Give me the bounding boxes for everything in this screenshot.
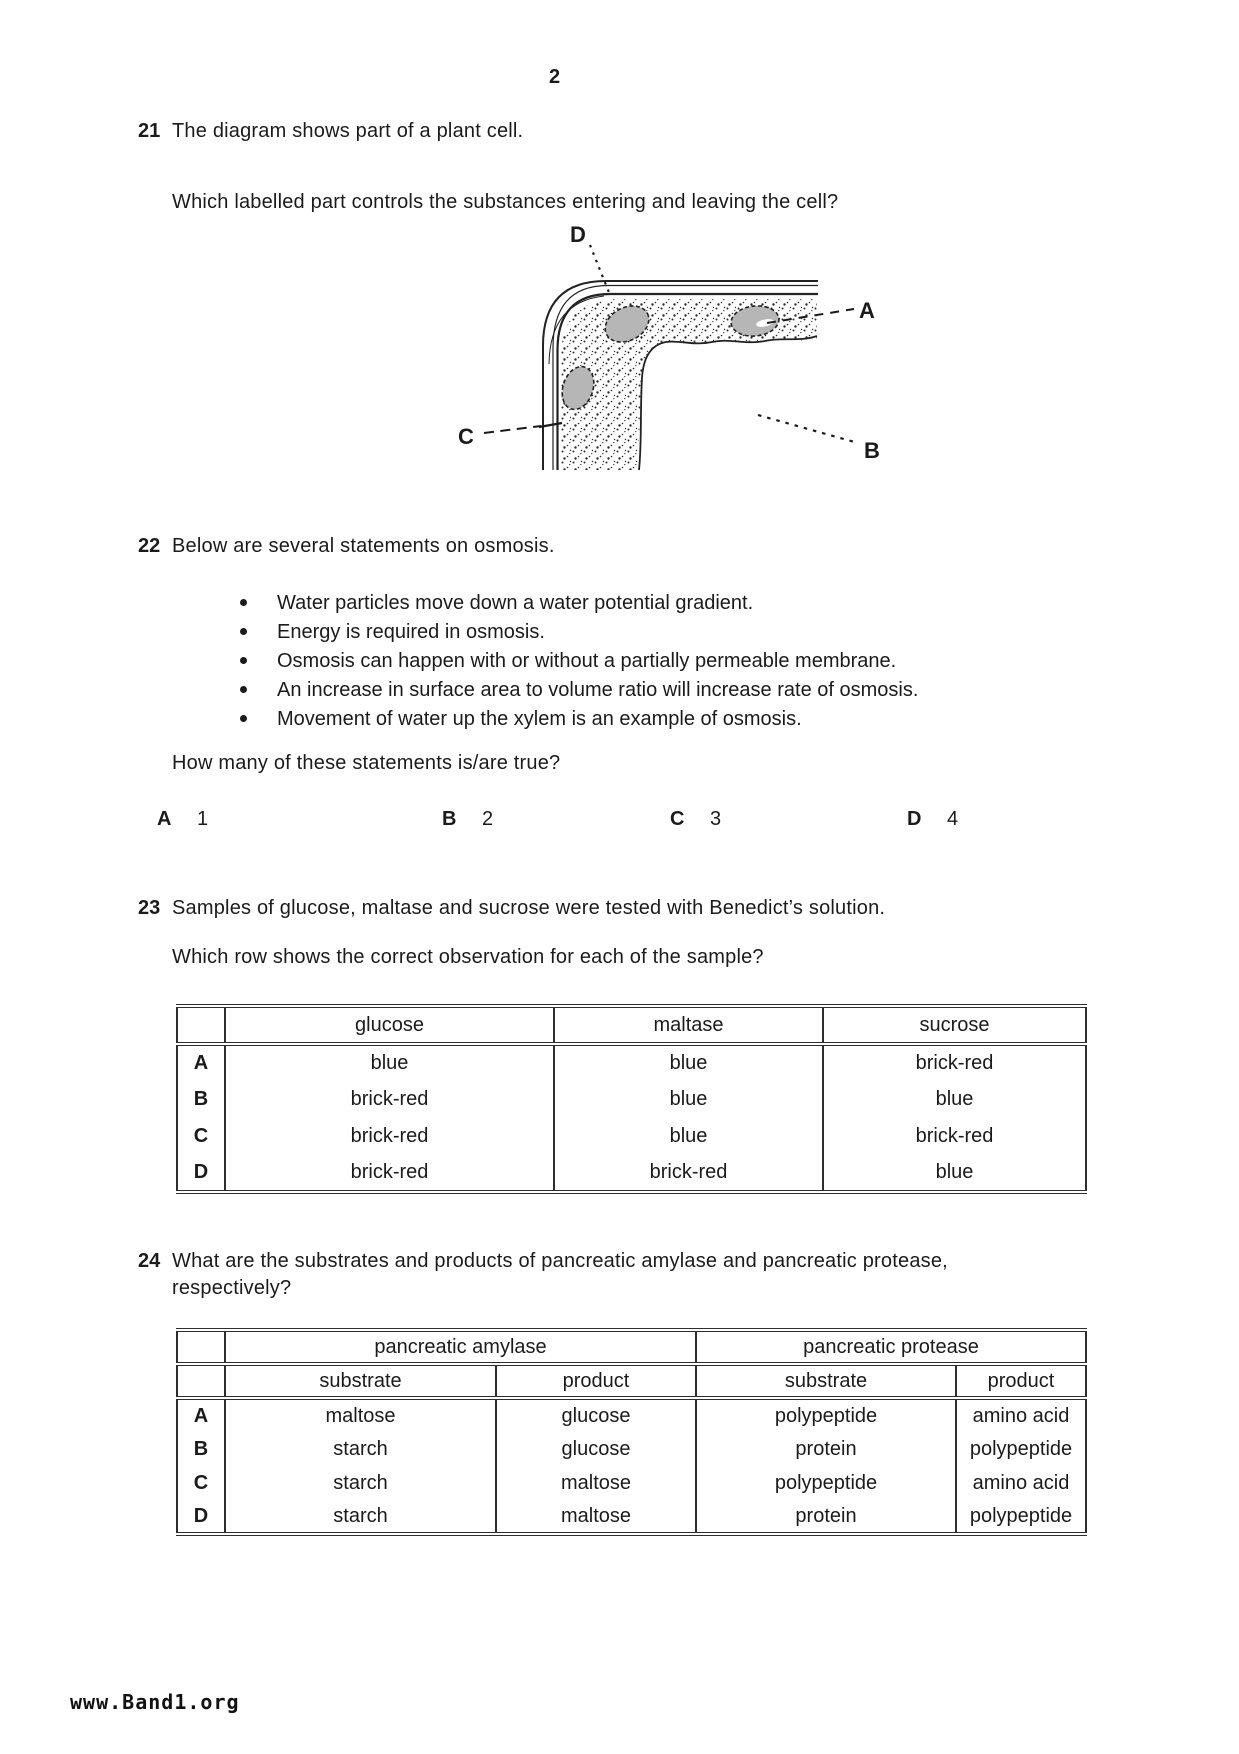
group-header: pancreatic amylase bbox=[225, 1330, 696, 1364]
table-row bbox=[177, 1044, 1086, 1081]
q23-number: 23 bbox=[138, 897, 161, 919]
q23-line1: Samples of glucose, maltase and sucrose were tested with Benedict’s solution. bbox=[172, 897, 886, 919]
table-subheader-row bbox=[177, 1364, 1086, 1398]
table-cell: blue bbox=[554, 1081, 823, 1118]
table-cell: protein bbox=[696, 1432, 956, 1466]
diagram-label-b: B bbox=[864, 438, 880, 463]
table-cell: brick-red bbox=[225, 1118, 554, 1155]
table-cell: amino acid bbox=[956, 1466, 1086, 1500]
row-letter: A bbox=[193, 1404, 209, 1427]
table-header-row bbox=[177, 1006, 1086, 1044]
q24-number: 24 bbox=[138, 1250, 161, 1272]
column-header: substrate bbox=[696, 1364, 956, 1398]
table-cell: glucose bbox=[496, 1398, 696, 1432]
list-item: Water particles move down a water potential gradient. bbox=[240, 589, 918, 618]
table-corner-cell bbox=[177, 1330, 225, 1364]
table-row bbox=[177, 1432, 1086, 1466]
table-row bbox=[177, 1500, 1086, 1534]
list-item: An increase in surface area to volume ratio will increase rate of osmosis. bbox=[240, 676, 918, 705]
q21-line1: The diagram shows part of a plant cell. bbox=[172, 120, 524, 142]
table-row bbox=[177, 1466, 1086, 1500]
benedicts-observation-table bbox=[176, 1004, 1087, 1194]
q22-prompt: How many of these statements is/are true? bbox=[172, 752, 561, 774]
row-letter: B bbox=[193, 1088, 209, 1110]
q22-bullet-list bbox=[240, 589, 918, 734]
table-cell: blue bbox=[225, 1044, 554, 1081]
row-letter: D bbox=[193, 1504, 209, 1527]
table-cell: brick-red bbox=[225, 1155, 554, 1192]
row-letter: A bbox=[193, 1052, 209, 1074]
list-item: Osmosis can happen with or without a partially permeable membrane. bbox=[240, 647, 918, 676]
table-cell: blue bbox=[554, 1118, 823, 1155]
q22-number: 22 bbox=[138, 535, 161, 557]
table-row bbox=[177, 1081, 1086, 1118]
table-cell: maltose bbox=[496, 1466, 696, 1500]
row-letter: C bbox=[193, 1471, 209, 1494]
table-cell: maltose bbox=[225, 1398, 496, 1432]
table-cell: starch bbox=[225, 1466, 496, 1500]
q22-option-c-letter: C bbox=[670, 808, 685, 830]
table-cell: blue bbox=[823, 1081, 1086, 1118]
q22-option-a-letter: A bbox=[157, 808, 172, 830]
table-cell: polypeptide bbox=[696, 1398, 956, 1432]
table-row bbox=[177, 1118, 1086, 1155]
group-header: pancreatic protease bbox=[696, 1330, 1086, 1364]
q24-line2: respectively? bbox=[172, 1277, 292, 1299]
list-item: Energy is required in osmosis. bbox=[240, 618, 918, 647]
table-cell: brick-red bbox=[823, 1044, 1086, 1081]
plant-cell-diagram bbox=[440, 196, 900, 480]
q21-line2: Which labelled part controls the substances entering and leaving the cell? bbox=[172, 191, 839, 213]
q21-number: 21 bbox=[138, 120, 161, 142]
enzyme-substrate-product-table bbox=[176, 1328, 1087, 1536]
page-number: 2 bbox=[549, 66, 561, 88]
leader-line-c bbox=[484, 426, 541, 433]
table-cell: maltose bbox=[496, 1500, 696, 1534]
cytoplasm-stipple bbox=[561, 299, 817, 470]
table-cell: brick-red bbox=[823, 1118, 1086, 1155]
table-cell: starch bbox=[225, 1500, 496, 1534]
leader-line-d bbox=[590, 245, 610, 295]
q22-intro: Below are several statements on osmosis. bbox=[172, 535, 555, 557]
q22-option-c-value: 3 bbox=[710, 808, 722, 830]
table-cell: brick-red bbox=[225, 1081, 554, 1118]
diagram-label-a: A bbox=[859, 298, 875, 323]
q23-line2: Which row shows the correct observation for each of the sample? bbox=[172, 946, 764, 968]
table-cell: amino acid bbox=[956, 1398, 1086, 1432]
column-header: product bbox=[496, 1364, 696, 1398]
table-cell: glucose bbox=[496, 1432, 696, 1466]
table-row bbox=[177, 1398, 1086, 1432]
table-cell: starch bbox=[225, 1432, 496, 1466]
row-letter: D bbox=[193, 1161, 209, 1183]
row-letter: B bbox=[193, 1437, 209, 1460]
column-header: product bbox=[956, 1364, 1086, 1398]
q22-option-b-letter: B bbox=[442, 808, 457, 830]
q22-option-d-letter: D bbox=[907, 808, 922, 830]
list-item: Movement of water up the xylem is an example of osmosis. bbox=[240, 705, 918, 734]
table-group-header-row bbox=[177, 1330, 1086, 1364]
table-cell: polypeptide bbox=[956, 1500, 1086, 1534]
column-header: glucose bbox=[225, 1006, 554, 1044]
table-corner-cell bbox=[177, 1364, 225, 1398]
q24-line1: What are the substrates and products of pancreatic amylase and pancreatic protease, bbox=[172, 1250, 948, 1272]
column-header: substrate bbox=[225, 1364, 496, 1398]
q22-option-a-value: 1 bbox=[197, 808, 209, 830]
table-cell: blue bbox=[554, 1044, 823, 1081]
leader-line-b bbox=[758, 415, 858, 443]
table-cell: brick-red bbox=[554, 1155, 823, 1192]
table-cell: blue bbox=[823, 1155, 1086, 1192]
footer-url: www.Band1.org bbox=[70, 1690, 240, 1714]
column-header: maltase bbox=[554, 1006, 823, 1044]
column-header: sucrose bbox=[823, 1006, 1086, 1044]
diagram-label-d: D bbox=[570, 222, 586, 247]
table-cell: polypeptide bbox=[956, 1432, 1086, 1466]
table-cell: polypeptide bbox=[696, 1466, 956, 1500]
table-cell: protein bbox=[696, 1500, 956, 1534]
vacuole-boundary-line bbox=[639, 336, 817, 470]
row-letter: C bbox=[193, 1125, 209, 1147]
diagram-label-c: C bbox=[458, 424, 474, 449]
table-row bbox=[177, 1155, 1086, 1192]
table-corner-cell bbox=[177, 1006, 225, 1044]
q22-option-d-value: 4 bbox=[947, 808, 959, 830]
q22-option-b-value: 2 bbox=[482, 808, 494, 830]
